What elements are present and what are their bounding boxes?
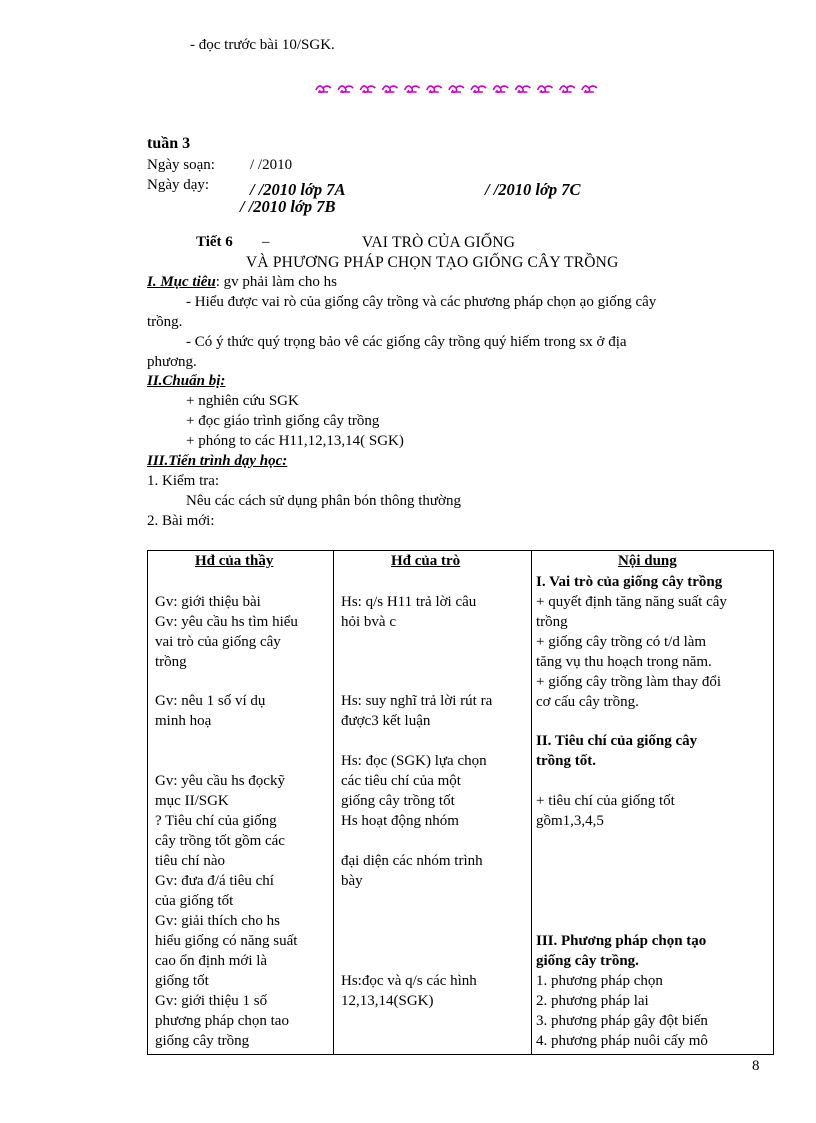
header-teacher: Hđ của thầy [195, 553, 274, 569]
student-activity-line: đại diện các nhóm trình [341, 853, 483, 869]
teacher-activity-line: Gv: đưa đ/á tiêu chí [155, 873, 274, 889]
lesson-dash: – [262, 234, 270, 250]
preparation-item-3: + phóng to các H11,12,13,14( SGK) [186, 433, 404, 449]
ornament-swirl [338, 86, 353, 92]
student-column [334, 551, 532, 1055]
teacher-activity-line: cao ổn định mới là [155, 953, 268, 969]
ornament-swirl [405, 86, 420, 92]
ornament-swirl [538, 86, 553, 92]
content-line: giống cây trồng. [536, 953, 639, 969]
content-line: + giống cây trồng làm thay đổi [536, 674, 722, 690]
teach-date-7a: / /2010 lớp 7A [250, 180, 346, 199]
teacher-activity-line: Gv: nêu 1 số ví dụ [155, 693, 266, 709]
teacher-activity-line: Gv: giới thiệu bài [155, 594, 261, 610]
lesson-title-line1: VAI TRÒ CỦA GIỐNG [362, 234, 516, 251]
student-activity-line: Hs: đọc (SGK) lựa chọn [341, 753, 487, 769]
teacher-activity-line: Gv: yêu cầu hs đọckỹ [155, 773, 285, 789]
content-line: II. Tiêu chí của giống cây [536, 733, 698, 749]
teacher-activity-line: minh hoạ [155, 713, 212, 729]
new-lesson-label: 2. Bài mới: [147, 513, 215, 529]
teacher-activity-line: cây trồng tốt gồm các [155, 833, 285, 849]
ornament-swirl [560, 86, 575, 92]
teacher-activity-line: vai trò của giống cây [155, 634, 281, 650]
teacher-activity-line: ? Tiêu chí của giống [155, 813, 277, 829]
ornament-swirl [360, 86, 375, 92]
student-activity-line: bày [341, 873, 363, 889]
teacher-activity-line: phương pháp chọn tao [155, 1013, 289, 1029]
ornament-swirl [382, 86, 397, 92]
header-student: Hđ của trò [391, 553, 461, 569]
teacher-activity-line: Gv: yêu cầu hs tìm hiểu [155, 614, 298, 630]
check-question: Nêu các cách sử dụng phân bón thông thường [186, 493, 461, 509]
objective-1-cont: trồng. [147, 314, 183, 330]
student-activity-line: Hs: q/s H11 trả lời câu [341, 594, 477, 610]
objectives-row [147, 274, 337, 291]
content-line: tăng vụ thu hoạch trong năm. [536, 654, 712, 670]
teacher-activity-line: giống tốt [155, 973, 209, 989]
teach-date-7c: / /2010 lớp 7C [485, 180, 581, 199]
content-column [532, 551, 774, 1055]
content-line: + giống cây trồng có t/d làm [536, 634, 707, 650]
content-line: 4. phương pháp nuôi cấy mô [536, 1033, 708, 1049]
ornament-swirl [316, 86, 331, 92]
objective-2: - Có ý thức quý trọng bảo vê các giống cây trồng quý hiếm trong sx ở địa [186, 334, 627, 350]
teacher-activity-line: Gv: giới thiệu 1 số [155, 993, 268, 1009]
prep-date-label: Ngày soạn: [147, 157, 215, 173]
content-line: 1. phương pháp chọn [536, 973, 663, 989]
lesson-number: Tiết 6 [196, 234, 233, 250]
check-label: 1. Kiểm tra: [147, 473, 220, 489]
student-activity-line: được3 kết luận [341, 713, 431, 729]
teach-date-label: Ngày dạy: [147, 177, 210, 193]
student-activity-line: 12,13,14(SGK) [341, 993, 434, 1009]
lesson-activity-table [147, 550, 774, 1055]
teacher-activity-line: của giống tốt [155, 893, 234, 909]
student-activity-line: Hs: suy nghĩ trả lời rút ra [341, 693, 493, 709]
teacher-activity-line: mục II/SGK [155, 793, 229, 809]
week-label: tuần 3 [147, 135, 191, 152]
preparation-item-2: + đọc giáo trình giống cây trồng [186, 413, 380, 429]
floral-divider-icon [312, 80, 600, 96]
process-heading: III.Tiến trình dạy học: [147, 453, 288, 469]
content-line: gồm1,3,4,5 [536, 813, 604, 829]
objectives-intro: : gv phải làm cho hs [215, 274, 337, 290]
content-line: trồng [536, 614, 568, 630]
objectives-heading: I. Mục tiêu [147, 274, 216, 290]
teach-date-7b: / /2010 lớp 7B [240, 197, 336, 216]
top-line: - đọc trước bài 10/SGK. [190, 37, 335, 53]
teacher-column [148, 551, 334, 1055]
teacher-activity-line: tiêu chí nào [155, 853, 225, 869]
ornament-swirl [449, 86, 464, 92]
student-activity-line: giống cây trồng tốt [341, 793, 455, 809]
student-activity-line: hỏi bvà c [341, 614, 396, 630]
content-line: 2. phương pháp lai [536, 993, 649, 1009]
preparation-heading: II.Chuẩn bị: [147, 373, 226, 389]
student-activity-line: Hs hoạt động nhóm [341, 813, 459, 829]
content-line: + tiêu chí của giống tốt [536, 793, 675, 809]
content-line: III. Phương pháp chọn tạo [536, 933, 707, 949]
content-line: cơ cấu cây trồng. [536, 694, 639, 710]
teacher-activity-line: trồng [155, 654, 187, 670]
page-number: 8 [752, 1058, 760, 1074]
objective-2-cont: phương. [147, 354, 197, 370]
ornament-swirl [427, 86, 442, 92]
student-activity-line: Hs:đọc và q/s các hình [341, 973, 477, 989]
teacher-activity-line: Gv: giải thích cho hs [155, 913, 280, 929]
ornament-swirl [582, 86, 597, 92]
teacher-activity-line: hiểu giống có năng suất [155, 933, 298, 949]
ornament-swirl [515, 86, 530, 92]
header-content: Nội dung [618, 553, 677, 569]
preparation-item-1: + nghiên cứu SGK [186, 393, 299, 409]
content-line: 3. phương pháp gây đột biến [536, 1013, 708, 1029]
prep-date-value: / /2010 [250, 157, 293, 173]
content-line: I. Vai trò của giống cây trồng [536, 574, 723, 590]
lesson-title-line2: VÀ PHƯƠNG PHÁP CHỌN TẠO GIỐNG CÂY TRỒNG [246, 254, 619, 271]
objective-1: - Hiểu được vai rò của giống cây trồng và các phương pháp chọn ạo giống cây [186, 294, 657, 310]
ornament-swirl [493, 86, 508, 92]
content-line: trồng tốt. [536, 753, 596, 769]
ornament-swirl [471, 86, 486, 92]
student-activity-line: các tiêu chí của một [341, 773, 461, 789]
content-line: + quyết định tăng năng suất cây [536, 594, 727, 610]
teacher-activity-line: giống cây trồng [155, 1033, 250, 1049]
